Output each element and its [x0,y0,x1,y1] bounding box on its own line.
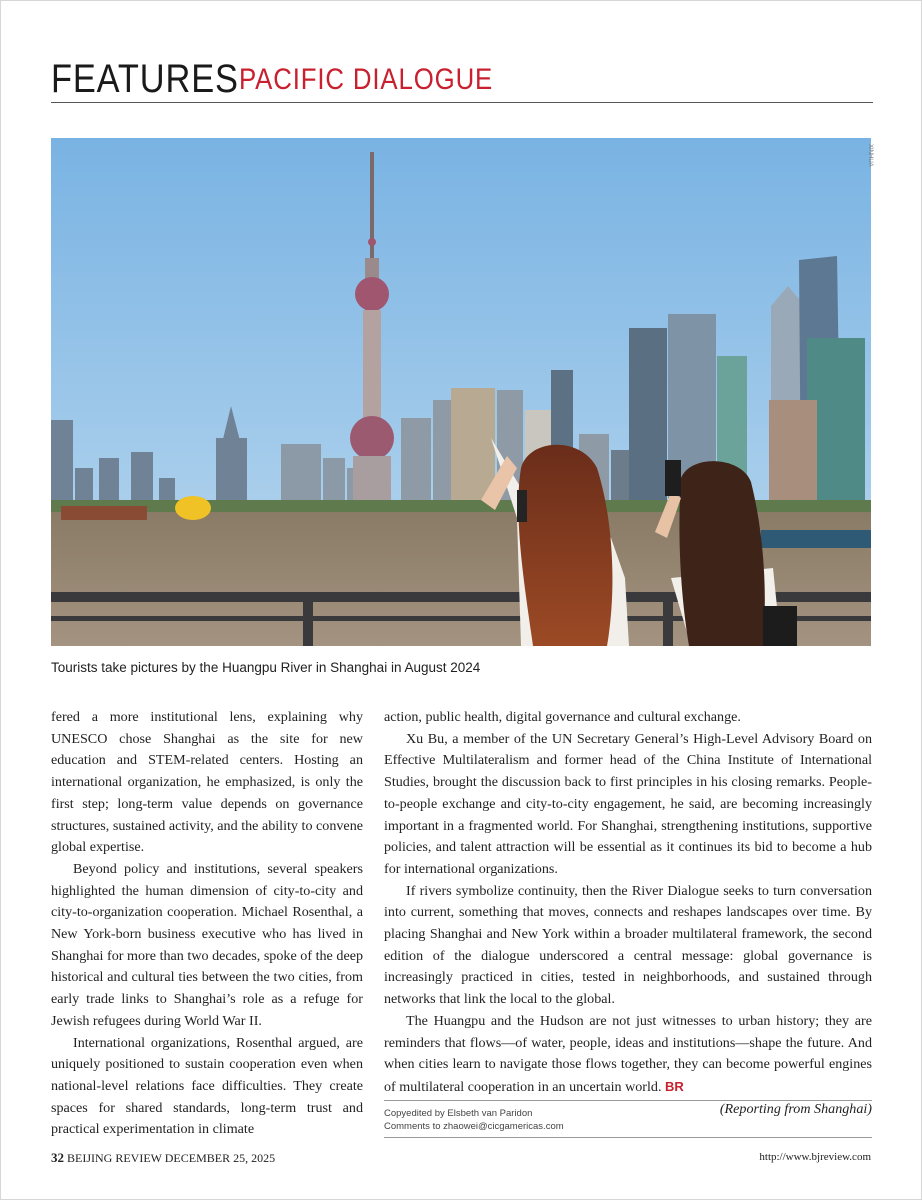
publication-line: BEIJING REVIEW DECEMBER 25, 2025 [67,1151,276,1165]
copyedit-note: Copyedited by Elsbeth van Paridon [384,1108,533,1119]
end-mark: BR [665,1078,684,1094]
photo-caption: Tourists take pictures by the Huangpu River in Shanghai in August 2024 [51,660,481,675]
header-rule [51,102,873,103]
section-title: FEATURES [51,57,239,101]
notes-rule [384,1137,872,1138]
paragraph: Beyond policy and institutions, several speakers highlighted the human dimension of city-to-city and city-to-organization cooperation. Michael Rosenthal, a New York-born business executive who has lived in Shanghai for more than two decades, spoke of the deep historical and cultural ties between the two cities, from early trade links to Shanghai’s role as a refuge for Jewish refugees during World War II. [51,860,363,1029]
paragraph-text: The Huangpu and the Hudson are not just witnesses to urban history; they are reminders that flows—of water, people, ideas and institutions—shape the future. And when cities learn to navigate those flows together, they can become powerful engines of multilateral cooperation in an uncertain world. [384,1012,872,1095]
article-photo [51,138,871,646]
paragraph: Xu Bu, a member of the UN Secretary General’s High-Level Advisory Board on Effective Multilateralism and former head of the China Institute of International Studies, brought the discussion back to first principles in his closing remarks. People-to-people exchange and city-to-city engagement, he said, are becoming increasingly important in a fragmented world. For Shanghai, strengthening institutions, supportive policies, and talent attraction will be essential as it continues its bid to become a hub for international organizations. [384,730,872,877]
website-url: http://www.bjreview.com [759,1151,871,1163]
shanghai-skyline-illustration [51,138,871,646]
signoff: (Reporting from Shanghai) [719,1100,872,1117]
comments-note: Comments to zhaowei@cicgamericas.com [384,1121,564,1132]
paragraph: fered a more institutional lens, explaining why UNESCO chose Shanghai as the site for new education and STEM-related centers. Hosting an international organization, he emphasized, is only the first step; long-term value depends on governance structures, sustained activity, and the ability to convene global expertise. [51,709,363,856]
paragraph: International organizations, Rosenthal argued, are uniquely positioned to sustain cooperation even when national-level relations face difficulties. They create spaces for shared standards, long-term trust and practical experimentation in climate [51,1034,363,1138]
article-column-right [384,707,872,1120]
editor-notes [384,1100,872,1138]
paragraph: action, public health, digital governance and cultural exchange. [384,709,741,725]
paragraph: If rivers symbolize continuity, then the River Dialogue seeks to turn conversation into current, something that moves, connects and reshapes landscapes over time. By placing Shanghai and New York within a broader multilateral framework, the second edition of the dialogue underscored a central message: global governance is increasingly practiced in cities, tested in neighborhoods, and sustained through networks that link the local to the global. [384,882,872,1008]
page-header [51,57,873,101]
subsection-title: PACIFIC DIALOGUE [239,63,494,96]
page-number: 32 [51,1150,64,1165]
page-folio [51,1150,275,1166]
closing-paragraph [384,1011,872,1099]
photo-credit: XINHUA [867,144,873,167]
article-column-left [51,707,363,1141]
